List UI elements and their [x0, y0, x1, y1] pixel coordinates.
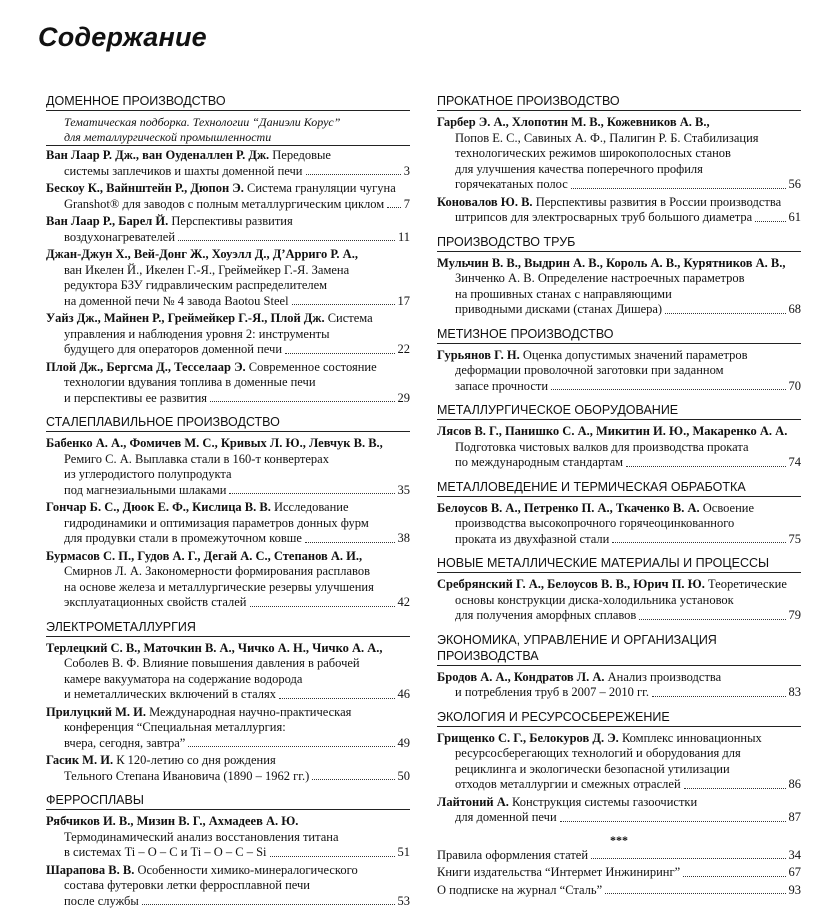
entry-title-line: Смирнов Л. А. Закономерности формирования расплавов — [64, 564, 370, 578]
entry-title-lines — [46, 375, 410, 391]
entry-first-line — [46, 500, 410, 516]
entry-title-end: вчера, сегодня, завтра” — [64, 735, 186, 750]
entry-authors: Гарбер Э. А., Хлопотин М. В., Кожевников А. В., — [437, 115, 710, 129]
entry-first-line — [46, 753, 410, 769]
entry-title-line: гидродинамики и оптимизация параметров донных фурм — [64, 515, 369, 530]
entry-title-lines — [46, 656, 410, 687]
toc-entry — [46, 181, 410, 212]
entry-first-line — [437, 115, 801, 131]
page-title: Содержание — [38, 22, 207, 52]
toc-entry — [46, 814, 410, 861]
entry-title-end: запасе прочности — [455, 378, 549, 393]
entry-authors: Ван Лаар Р. Дж., ван Оуденаллен Р. Дж. — [46, 148, 270, 162]
dot-leader — [605, 893, 785, 894]
page-number: 74 — [788, 455, 801, 469]
entry-first-line — [46, 863, 410, 879]
entry-title-start: Освоение — [702, 500, 755, 515]
entry-title-line: Попов Е. С., Савиных А. Ф., Палигин Р. Б. Стабилизация — [455, 130, 759, 145]
section-heading: ПРОИЗВОДСТВО ТРУБ — [437, 234, 801, 252]
entry-title-end: Тельного Степана Ивановича (1890 – 1962 гг.) — [64, 768, 310, 783]
entry-title-end: будущего для операторов доменной печи — [64, 342, 283, 356]
toc-section — [46, 414, 410, 611]
entry-first-line — [46, 214, 410, 230]
entry-authors: Гурьянов Г. Н. — [437, 347, 520, 362]
entry-title-end: и потребления труб в 2007 – 2010 гг. — [455, 685, 649, 699]
entry-authors: Гончар Б. С., Дюок Е. Ф., Кислица В. В. — [46, 500, 271, 514]
entry-title-line: технологии вдувания топлива в доменные печи — [64, 375, 316, 389]
right-column — [437, 93, 801, 900]
page-number: 86 — [788, 777, 801, 791]
entry-title-lines — [437, 271, 801, 302]
dot-leader — [560, 821, 786, 822]
entry-first-line — [46, 549, 410, 565]
entry-title-line: рециклинга и экологически безопасной утилизации — [455, 761, 730, 776]
dot-leader — [210, 401, 394, 402]
dot-leader — [665, 313, 785, 314]
entry-first-line — [437, 501, 801, 517]
toc-entry — [437, 731, 801, 793]
entry-title-lines — [46, 516, 410, 532]
entry-last-line — [437, 379, 801, 395]
dot-leader — [285, 353, 394, 354]
page-number: 51 — [397, 845, 410, 859]
entry-first-line — [437, 348, 801, 364]
dot-leader — [571, 188, 786, 189]
dot-leader — [626, 466, 785, 467]
toc-section — [437, 402, 801, 471]
entry-title-end: на доменной печи № 4 завода Baotou Steel — [64, 293, 289, 308]
misc-items — [437, 848, 801, 899]
section-heading: МЕТАЛЛОВЕДЕНИЕ И ТЕРМИЧЕСКАЯ ОБРАБОТКА — [437, 479, 801, 497]
toc-entry — [46, 549, 410, 611]
entry-first-line — [46, 436, 410, 452]
entry-authors: Шарапова В. В. — [46, 862, 135, 877]
entry-title-end: для доменной печи — [455, 810, 557, 824]
entry-title-end: и неметаллических включений в сталях — [64, 687, 276, 701]
dot-leader — [188, 746, 394, 747]
entry-title-start: Исследование — [273, 500, 349, 514]
page-number: 3 — [403, 163, 410, 178]
entry-title-end: системы заплечиков и шахты доменной печи — [64, 163, 303, 178]
entry-first-line — [46, 311, 410, 327]
dot-leader — [142, 904, 395, 905]
entry-title-line: Подготовка чистовых валков для производства проката — [455, 439, 749, 454]
toc-entry — [437, 795, 801, 826]
entry-title-end: по международным стандартам — [455, 455, 624, 469]
section-heading: ЭКОНОМИКА, УПРАВЛЕНИЕ И ОРГАНИЗАЦИЯ ПРОИЗВОДСТВА — [437, 632, 801, 666]
entry-title-line: редуктора БЗУ гидравлическим распределителем — [64, 278, 328, 292]
misc-item-label: Правила оформления статей — [437, 847, 589, 862]
entry-title-line: конференция “Специальная металлургия: — [64, 720, 286, 734]
entry-title-end: горячекатаных полос — [455, 177, 568, 191]
entry-authors: Лайтоний А. — [437, 794, 509, 809]
entry-title-start: Особенности химико-минералогического — [137, 862, 358, 877]
entry-last-line — [437, 532, 801, 548]
dot-leader — [270, 856, 395, 857]
entry-last-line — [437, 455, 801, 471]
toc-entry — [46, 436, 410, 498]
dot-leader — [755, 221, 785, 222]
entry-title-line: камере вакууматора на содержание водорода — [64, 671, 303, 686]
toc-section — [437, 555, 801, 624]
toc-entry — [46, 214, 410, 245]
entry-title-end: Granshot® для заводов с полным металлургическим циклом — [64, 196, 385, 211]
intro-line: Тематическая подборка. Технологии “Даниэли Корус” — [64, 115, 341, 129]
entry-title-end: воздухонагревателей — [64, 229, 176, 244]
entry-title-end: приводными дисками (станах Дишера) — [455, 302, 663, 316]
entry-authors: Уайз Дж., Майнен Р., Греймейкер Г.-Я., Плой Дж. — [46, 311, 325, 325]
page-number: 50 — [397, 768, 410, 783]
entry-authors: Коновалов Ю. В. — [437, 194, 533, 209]
entry-first-line — [437, 577, 801, 593]
entry-first-line — [437, 795, 801, 811]
section-heading: ДОМЕННОЕ ПРОИЗВОДСТВО — [46, 93, 410, 111]
entry-title-end: эксплуатационных свойств сталей — [64, 595, 247, 609]
entry-last-line — [46, 687, 410, 703]
toc-entry — [437, 424, 801, 471]
entry-title-lines — [437, 593, 801, 609]
toc-entry — [46, 705, 410, 752]
entry-first-line — [437, 256, 801, 272]
entry-first-line — [46, 641, 410, 657]
entry-title-start: Система — [327, 311, 373, 325]
entry-title-start: Передовые — [272, 148, 331, 162]
toc-section — [437, 93, 801, 226]
page-number: 56 — [788, 177, 801, 191]
toc-entry — [46, 500, 410, 547]
page-number: 7 — [403, 196, 410, 211]
misc-item — [437, 883, 801, 899]
page-number: 87 — [788, 810, 801, 824]
entry-last-line — [437, 685, 801, 701]
entry-last-line — [46, 230, 410, 246]
dot-leader — [684, 788, 786, 789]
toc-entry — [437, 115, 801, 193]
section-heading: ЭКОЛОГИЯ И РЕСУРСОСБЕРЕЖЕНИЕ — [437, 709, 801, 727]
entry-authors: Грищенко С. Г., Белокуров Д. Э. — [437, 730, 619, 745]
entry-last-line — [437, 302, 801, 318]
page-number: 38 — [397, 531, 410, 545]
entry-last-line — [437, 177, 801, 193]
page-number: 22 — [397, 342, 410, 356]
entry-title-line: Ремиго С. А. Выплавка стали в 160-т конвертерах — [64, 451, 329, 466]
toc-entry — [46, 148, 410, 179]
dot-leader — [292, 304, 395, 305]
entry-title-start: Современное состояние — [248, 359, 377, 374]
page-number: 83 — [788, 685, 801, 699]
page-number: 53 — [397, 893, 410, 908]
entry-authors: Бабенко А. А., Фомичев М. С., Кривых Л. Ю., Левчук В. В., — [46, 436, 383, 450]
toc-entry — [46, 753, 410, 784]
toc-entry — [437, 501, 801, 548]
entry-authors: Сребрянский Г. А., Белоусов В. В., Юрич П. Ю. — [437, 577, 705, 591]
misc-item-label: Книги издательства “Интермет Инжиниринг” — [437, 865, 681, 879]
page-number: 34 — [788, 847, 801, 862]
separator-stars: *** — [610, 832, 628, 847]
dot-leader — [305, 542, 395, 543]
toc-entry — [46, 360, 410, 407]
entry-title-line: технологических режимов широкополосных станов — [455, 146, 731, 160]
left-column — [46, 93, 410, 917]
entry-authors: Лясов В. Г., Панишко С. А., Микитин И. Ю., Макаренко А. А. — [437, 424, 788, 438]
entry-authors: Плой Дж., Бергсма Д., Тесселаар Э. — [46, 359, 246, 374]
entry-title-start: Теоретические — [708, 577, 787, 591]
entry-title-line: ресурсосберегающих технологий и оборудования для — [455, 746, 741, 760]
dot-leader — [178, 240, 395, 241]
entry-title-lines — [437, 440, 801, 456]
dot-leader — [591, 858, 785, 859]
entry-first-line — [46, 360, 410, 376]
entry-authors: Терлецкий С. В., Маточкин В. А., Чичко А. Н., Чичко А. А., — [46, 640, 383, 655]
entry-title-line: Зинченко А. В. Определение настроечных параметров — [455, 271, 745, 285]
section-heading: ЭЛЕКТРОМЕТАЛЛУРГИЯ — [46, 619, 410, 637]
entry-last-line — [46, 483, 410, 499]
entry-authors: Бескоу К., Вайнштейн Р., Дюпон Э. — [46, 181, 244, 195]
entry-title-start: Комплекс инновационных — [621, 730, 762, 745]
entry-title-start: Перспективы развития в России производства — [535, 194, 782, 209]
page-number: 49 — [397, 735, 410, 750]
entry-title-end: отходов металлургии и смежных отраслей — [455, 777, 681, 791]
misc-item — [437, 865, 801, 881]
entry-title-line: Термодинамический анализ восстановления титана — [64, 829, 339, 844]
page-number: 67 — [788, 865, 801, 879]
entry-last-line — [46, 294, 410, 310]
entry-last-line — [437, 777, 801, 793]
section-heading: ФЕРРОСПЛАВЫ — [46, 792, 410, 810]
entry-authors: Прилуцкий М. И. — [46, 704, 146, 719]
entry-title-line: из углеродистого полупродукта — [64, 467, 232, 481]
dot-leader — [612, 542, 785, 543]
entry-authors: Мульчин В. В., Выдрин А. В., Король А. В., Курятников А. В., — [437, 255, 786, 270]
page-number: 42 — [397, 595, 410, 609]
entry-last-line — [46, 769, 410, 785]
entry-title-lines — [46, 564, 410, 595]
toc-section — [437, 479, 801, 548]
entry-title-end: штрипсов для электросварных труб большого диаметра — [455, 210, 753, 224]
entry-title-line: деформации проволочной заготовки при заданном — [455, 363, 724, 377]
entry-title-lines — [46, 830, 410, 846]
entry-title-line: управления и наблюдения уровня 2: инструменты — [64, 326, 330, 341]
entry-authors: Гасик М. И. — [46, 753, 114, 767]
entry-authors: Джан-Джун Х., Вей-Донг Ж., Хоуэлл Д., Д’Арриго Р. А., — [46, 247, 358, 261]
entry-first-line — [437, 424, 801, 440]
page-number: 75 — [788, 531, 801, 546]
entry-title-lines — [437, 363, 801, 379]
dot-leader — [312, 779, 394, 780]
entry-first-line — [46, 247, 410, 263]
page-number: 61 — [788, 210, 801, 224]
entry-title-lines — [46, 263, 410, 294]
intro-line: для металлургической промышленности — [64, 130, 272, 144]
entry-first-line — [46, 705, 410, 721]
entry-title-lines — [437, 516, 801, 532]
entry-first-line — [46, 814, 410, 830]
entry-title-lines — [46, 327, 410, 343]
dot-leader — [387, 207, 401, 208]
entry-title-line: Соболев В. Ф. Влияние повышения давления в рабочей — [64, 656, 360, 670]
page-number: 79 — [788, 608, 801, 622]
page-number: 29 — [397, 390, 410, 405]
toc-entry — [437, 670, 801, 701]
entry-title-end: и перспективы ее развития — [64, 390, 208, 405]
entry-title-line: состава футеровки летки ферросплавной печи — [64, 878, 310, 892]
entry-last-line — [46, 845, 410, 861]
entry-title-start: Перспективы развития — [171, 214, 293, 228]
entry-last-line — [46, 595, 410, 611]
entry-first-line — [437, 195, 801, 211]
entry-authors: Рябчиков И. В., Мизин В. Г., Ахмадеев А. Ю. — [46, 814, 299, 828]
entry-first-line — [437, 670, 801, 686]
section-heading: МЕТИЗНОЕ ПРОИЗВОДСТВО — [437, 326, 801, 344]
toc-section — [437, 234, 801, 318]
entry-title-lines — [46, 878, 410, 894]
entry-title-line: ван Икелен Й., Икелен Г.-Я., Греймейкер Г.-Я. Замена — [64, 262, 350, 277]
page-number: 68 — [788, 302, 801, 316]
toc-entry — [46, 641, 410, 703]
page-number: 46 — [397, 687, 410, 701]
entry-title-line: на основе железа и металлургические резервы улучшения — [64, 579, 374, 594]
entry-title-end: после службы — [64, 893, 139, 908]
section-heading: СТАЛЕПЛАВИЛЬНОЕ ПРОИЗВОДСТВО — [46, 414, 410, 432]
dot-leader — [306, 174, 401, 175]
entry-last-line — [437, 210, 801, 226]
entry-title-start: К 120-летию со дня рождения — [116, 753, 276, 767]
section-heading: МЕТАЛЛУРГИЧЕСКОЕ ОБОРУДОВАНИЕ — [437, 402, 801, 420]
entry-title-start: Конструкция системы газоочистки — [512, 794, 698, 809]
entry-first-line — [437, 731, 801, 747]
entry-title-end: под магнезиальными шлаками — [64, 482, 227, 497]
toc-entry — [46, 863, 410, 910]
toc-entry — [437, 348, 801, 395]
entry-title-line: для улучшения качества поперечного профиля — [455, 161, 703, 176]
dot-leader — [229, 493, 394, 494]
toc-entry — [46, 311, 410, 358]
entry-first-line — [46, 181, 410, 197]
section-intro — [46, 115, 410, 146]
entry-title-start: Международная научно-практическая — [149, 704, 352, 719]
entry-first-line — [46, 148, 410, 164]
entry-title-lines — [46, 452, 410, 483]
entry-title-line: основы конструкции диска-холодильника установок — [455, 592, 734, 607]
entry-last-line — [46, 894, 410, 910]
entry-title-line: производства высокопрочного горячеоцинкованного — [455, 516, 735, 530]
section-heading: ПРОКАТНОЕ ПРОИЗВОДСТВО — [437, 93, 801, 111]
toc-entry — [437, 256, 801, 318]
entry-title-lines — [46, 720, 410, 736]
entry-title-end: для получения аморфных сплавов — [455, 608, 637, 622]
page-number: 70 — [788, 378, 801, 393]
toc-entry — [437, 577, 801, 624]
misc-item — [437, 848, 801, 864]
page-number: 17 — [397, 293, 410, 308]
entry-title-end: в системах Ti – O – C и Ti – O – C – Si — [64, 845, 267, 859]
toc-section — [437, 709, 801, 826]
entry-title-line: на прошивных станах с направляющими — [455, 286, 672, 301]
dot-leader — [639, 619, 785, 620]
entry-authors: Ван Лаар Р., Барел Й. — [46, 214, 169, 228]
entry-title-lines — [437, 131, 801, 178]
dot-leader — [279, 698, 395, 699]
dot-leader — [551, 389, 785, 390]
dot-leader — [652, 696, 786, 697]
entry-last-line — [46, 531, 410, 547]
entry-last-line — [46, 736, 410, 752]
entry-last-line — [46, 197, 410, 213]
entry-last-line — [437, 608, 801, 624]
toc-section — [437, 632, 801, 701]
entry-authors: Белоусов В. А., Петренко П. А., Ткаченко В. А. — [437, 500, 700, 515]
toc-entry — [46, 247, 410, 309]
dot-leader — [683, 876, 785, 877]
page-number: 35 — [397, 482, 410, 497]
entry-title-start: Система грануляции чугуна — [247, 181, 396, 195]
dot-leader — [250, 606, 395, 607]
entry-title-start: Анализ производства — [607, 669, 722, 684]
toc-entry — [437, 195, 801, 226]
entry-authors: Бродов А. А., Кондратов Л. А. — [437, 669, 605, 684]
entry-last-line — [46, 391, 410, 407]
entry-last-line — [437, 810, 801, 826]
entry-authors: Бурмасов С. П., Гудов А. Г., Дегай А. С., Степанов А. И., — [46, 548, 363, 563]
toc-section — [46, 93, 410, 406]
entry-title-lines — [437, 746, 801, 777]
entry-title-start: Оценка допустимых значений параметров — [522, 347, 748, 362]
entry-last-line — [46, 342, 410, 358]
page-number: 11 — [397, 229, 410, 244]
entry-title-end: проката из двухфазной стали — [455, 531, 610, 546]
page-number: 93 — [788, 882, 801, 897]
toc-section — [46, 619, 410, 785]
section-heading: НОВЫЕ МЕТАЛЛИЧЕСКИЕ МАТЕРИАЛЫ И ПРОЦЕССЫ — [437, 555, 801, 573]
entry-title-end: для продувки стали в промежуточном ковше — [64, 531, 302, 545]
misc-item-label: О подписке на журнал “Сталь” — [437, 882, 603, 897]
entry-last-line — [46, 164, 410, 180]
toc-section — [46, 792, 410, 909]
toc-section — [437, 326, 801, 395]
